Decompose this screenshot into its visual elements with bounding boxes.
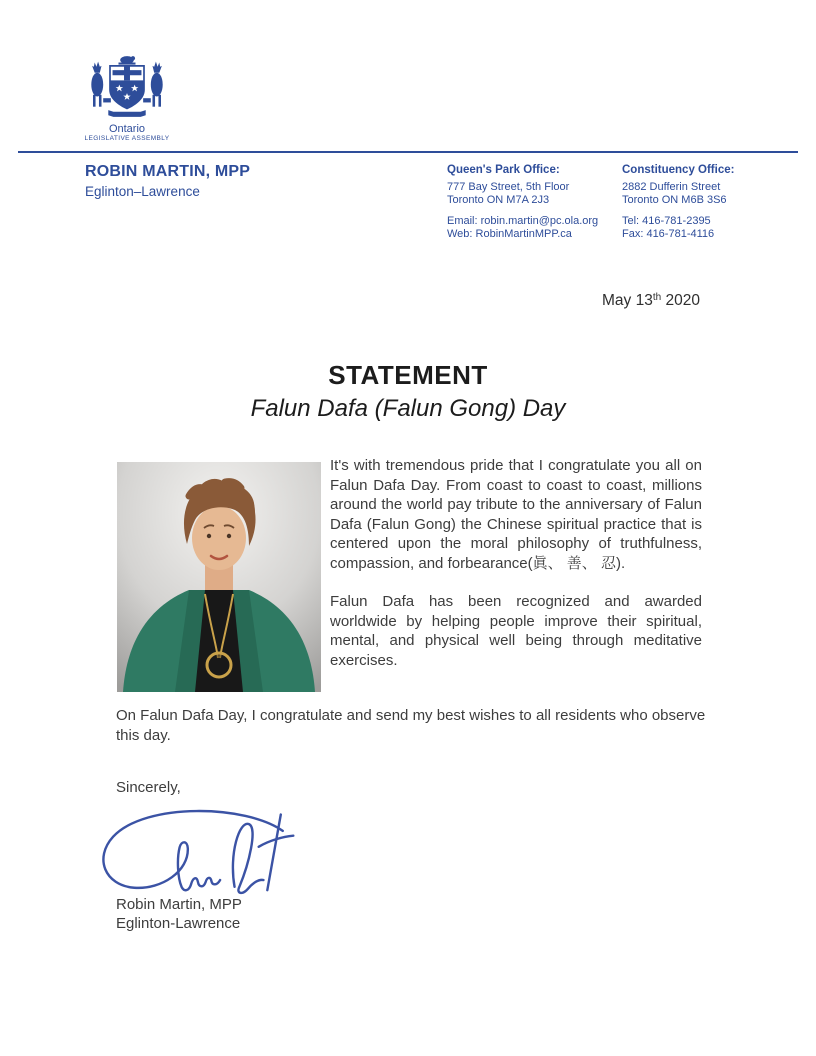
qp-web-line: Web: RobinMartinMPP.ca (447, 228, 572, 240)
queens-park-office-block (447, 164, 627, 242)
signatory-riding: Eglinton-Lawrence (116, 915, 241, 932)
portrait-illustration (117, 462, 321, 692)
crest-org-label: Ontario (108, 123, 146, 135)
constituency-office-heading: Constituency Office: (622, 164, 735, 176)
qp-email-line: Email: robin.martin@pc.ola.org (447, 214, 599, 227)
statement-subtitle: Falun Dafa (Falun Gong) Day (250, 395, 566, 422)
qp-address-line1: 777 Bay Street, 5th Floor (447, 180, 570, 193)
portrait-photo (117, 462, 321, 692)
mpp-riding: Eglinton–Lawrence (85, 184, 200, 199)
ontario-coat-of-arms-icon (84, 54, 170, 122)
paragraph-2: Falun Dafa has been recognized and awarded worldwide by helping people improve their spiritual, mental, and physical well being through meditative exercises. (330, 593, 702, 669)
co-address-line1: 2882 Dufferin Street (622, 180, 721, 193)
date-year: 2020 (661, 292, 700, 309)
crest-sub-label: LEGISLATIVE ASSEMBLY (84, 135, 170, 142)
co-fax-line: Fax: 416-781-4116 (622, 228, 715, 240)
mpp-name: ROBIN MARTIN, MPP (85, 163, 251, 180)
constituency-office-block (622, 164, 787, 242)
ontario-crest (82, 54, 172, 143)
mpp-name-block (85, 163, 250, 199)
body-text-column (330, 456, 702, 689)
statement-heading: STATEMENT (328, 360, 488, 390)
date-day: May 13 (602, 292, 653, 309)
qp-address-line2: Toronto ON M7A 2J3 (447, 194, 550, 206)
date-ordinal: th (652, 292, 662, 303)
co-tel-line: Tel: 416-781-2395 (622, 214, 711, 227)
signatory-block (116, 895, 242, 933)
salutation: Sincerely, (116, 779, 181, 796)
paragraph-1: It's with tremendous pride that I congratulate you all on Falun Dafa Day. From coast to coast to coast, millions around the world pay tribute to the anniversary of Falun Dafa (Falun Gong) the Chinese spiritual practice that is centered upon the moral philosophy of truthfulness, compassion, and forbearance(眞、 善、 忍). (330, 457, 702, 572)
signature-image (90, 800, 302, 896)
signatory-name: Robin Martin, MPP (116, 896, 242, 913)
letter-date (602, 292, 700, 310)
co-address-line2: Toronto ON M6B 3S6 (622, 194, 727, 206)
paragraph-3: On Falun Dafa Day, I congratulate and send my best wishes to all residents who observe this day. (116, 707, 706, 744)
letterhead-divider (18, 151, 798, 153)
statement-title-block (0, 360, 816, 423)
queens-park-office-heading: Queen's Park Office: (447, 164, 560, 176)
